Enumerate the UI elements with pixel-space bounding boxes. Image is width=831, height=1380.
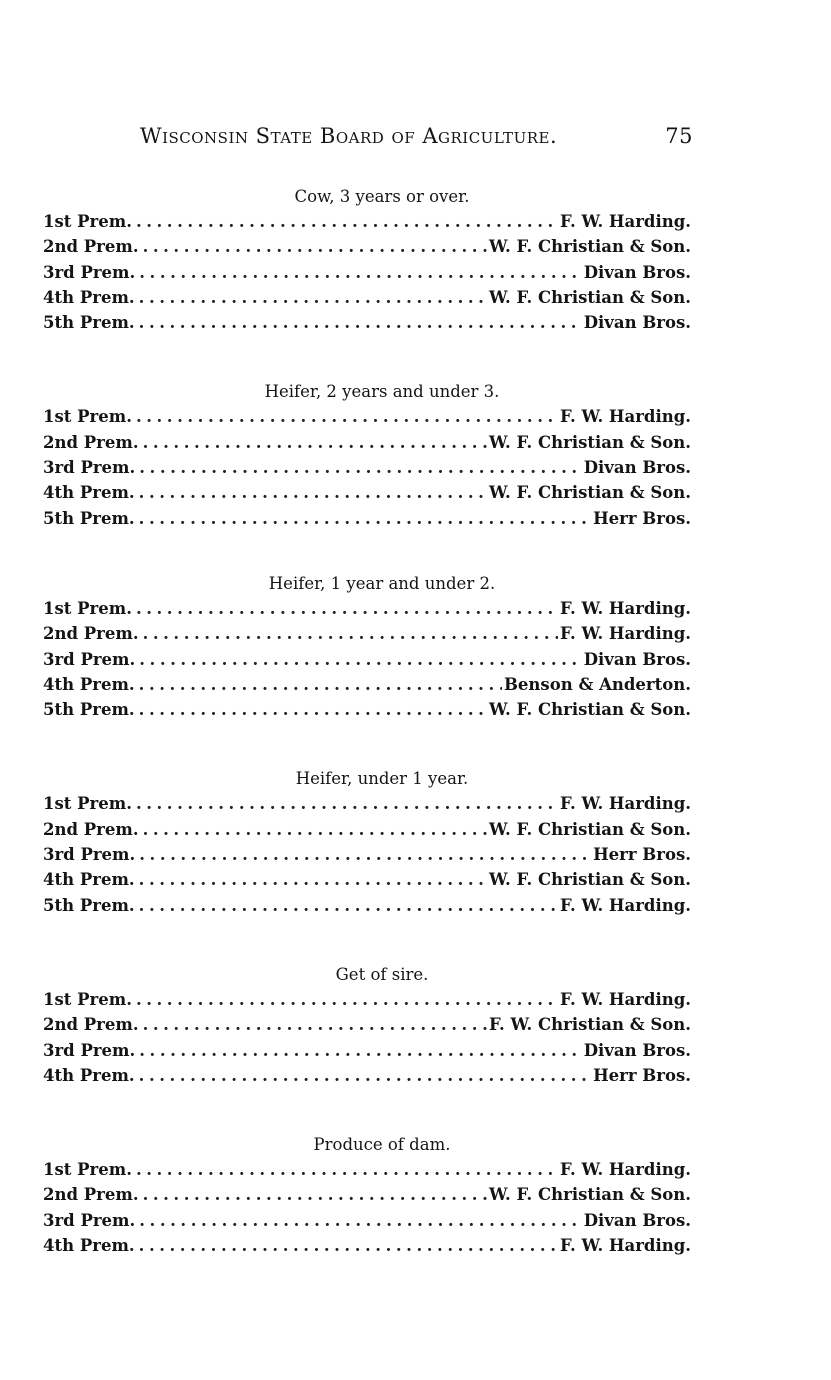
dot-leader <box>136 209 558 234</box>
premium-place: 4th Prem. <box>43 483 135 503</box>
premium-place: 5th Prem. <box>43 895 135 915</box>
award-row <box>43 1208 691 1233</box>
premium-list <box>43 184 691 1302</box>
premium-winner: Divan Bros. <box>583 262 691 282</box>
premium-winner: Divan Bros. <box>583 649 691 669</box>
dot-leader <box>139 697 487 722</box>
award-section <box>43 962 691 1088</box>
premium-place: 1st Prem. <box>43 1160 132 1180</box>
dot-leader <box>139 1063 591 1088</box>
premium-place: 4th Prem. <box>43 674 135 694</box>
award-row <box>43 1233 691 1258</box>
premium-winner: F. W. Harding. <box>559 212 691 231</box>
award-row <box>43 404 691 429</box>
award-section <box>43 184 691 335</box>
award-row <box>43 697 691 722</box>
award-row <box>43 310 691 335</box>
dot-leader <box>136 987 558 1012</box>
award-row <box>43 1157 691 1182</box>
premium-place: 1st Prem. <box>43 989 132 1009</box>
dot-leader <box>139 285 487 310</box>
premium-place: 2nd Prem. <box>43 237 139 257</box>
premium-place: 3rd Prem. <box>43 1040 136 1060</box>
premium-winner: Divan Bros. <box>583 458 691 478</box>
section-heading: Get of sire. <box>335 964 429 984</box>
dot-leader <box>143 430 487 455</box>
dot-leader <box>139 1038 581 1063</box>
running-head <box>140 124 693 148</box>
dot-leader <box>139 506 591 531</box>
premium-place: 1st Prem. <box>43 212 132 231</box>
premium-winner: Benson & Anderton. <box>503 674 691 694</box>
dot-leader <box>139 672 502 697</box>
dot-leader <box>139 480 487 505</box>
premium-winner: F. W. Harding. <box>559 1236 691 1256</box>
premium-winner: F. W. Harding. <box>559 1160 691 1180</box>
award-row <box>43 430 691 455</box>
premium-place: 1st Prem. <box>43 794 132 814</box>
premium-place: 4th Prem. <box>43 287 135 307</box>
award-row <box>43 480 691 505</box>
dot-leader <box>139 260 581 285</box>
premium-place: 5th Prem. <box>43 700 135 720</box>
premium-winner: W. F. Christian & Son. <box>489 819 691 839</box>
award-row <box>43 1012 691 1037</box>
premium-place: 5th Prem. <box>43 313 135 333</box>
section-heading: Cow, 3 years or over. <box>294 187 470 206</box>
award-section <box>43 571 691 722</box>
premium-winner: Herr Bros. <box>593 1065 691 1085</box>
section-heading: Heifer, 2 years and under 3. <box>264 382 500 402</box>
premium-place: 3rd Prem. <box>43 458 136 478</box>
award-row <box>43 506 691 531</box>
dot-leader <box>136 1157 558 1182</box>
premium-winner: W. F. Christian & Son. <box>489 287 691 307</box>
award-row <box>43 647 691 672</box>
page-number: 75 <box>665 124 693 148</box>
premium-winner: W. F. Christian & Son. <box>489 700 691 720</box>
premium-winner: F. W. Harding. <box>559 989 691 1009</box>
premium-winner: Herr Bros. <box>593 508 691 528</box>
dot-leader <box>139 455 581 480</box>
award-row <box>43 621 691 646</box>
premium-winner: W. F. Christian & Son. <box>489 483 691 503</box>
award-row <box>43 596 691 621</box>
award-section <box>43 1132 691 1258</box>
award-row <box>43 285 691 310</box>
dot-leader <box>139 1208 581 1233</box>
dot-leader <box>139 893 558 918</box>
premium-winner: Divan Bros. <box>583 1210 691 1230</box>
premium-place: 4th Prem. <box>43 870 135 890</box>
premium-place: 2nd Prem. <box>43 1015 139 1035</box>
dot-leader <box>136 404 558 429</box>
premium-place: 4th Prem. <box>43 1065 135 1085</box>
dot-leader <box>139 842 591 867</box>
premium-winner: W. F. Christian & Son. <box>489 1185 691 1205</box>
premium-winner: F. W. Harding. <box>559 598 691 618</box>
award-row <box>43 455 691 480</box>
award-row <box>43 260 691 285</box>
dot-leader <box>139 310 582 335</box>
premium-place: 1st Prem. <box>43 407 132 427</box>
premium-place: 2nd Prem. <box>43 819 139 839</box>
dot-leader <box>139 647 581 672</box>
premium-place: 3rd Prem. <box>43 1210 136 1230</box>
award-row <box>43 867 691 892</box>
premium-winner: W. F. Christian & Son. <box>489 237 691 257</box>
premium-place: 4th Prem. <box>43 1236 135 1256</box>
award-row <box>43 209 691 234</box>
award-row <box>43 893 691 918</box>
premium-winner: F. W. Harding. <box>559 624 691 644</box>
premium-winner: F. W. Harding. <box>559 407 691 427</box>
dot-leader <box>136 791 558 816</box>
section-heading: Produce of dam. <box>313 1135 451 1155</box>
premium-place: 2nd Prem. <box>43 1185 139 1205</box>
premium-place: 3rd Prem. <box>43 845 136 865</box>
premium-winner: W. F. Christian & Son. <box>489 432 691 452</box>
dot-leader <box>143 234 487 259</box>
award-row <box>43 672 691 697</box>
award-row <box>43 1063 691 1088</box>
premium-winner: F. W. Harding. <box>559 794 691 814</box>
section-heading: Heifer, under 1 year. <box>295 769 469 789</box>
premium-place: 2nd Prem. <box>43 432 139 452</box>
dot-leader <box>139 867 487 892</box>
dot-leader <box>143 817 487 842</box>
premium-place: 1st Prem. <box>43 598 132 618</box>
award-row <box>43 1182 691 1207</box>
dot-leader <box>143 1182 487 1207</box>
award-row <box>43 1038 691 1063</box>
premium-winner: Divan Bros. <box>583 313 691 333</box>
award-row <box>43 234 691 259</box>
premium-place: 2nd Prem. <box>43 624 139 644</box>
premium-place: 5th Prem. <box>43 508 135 528</box>
running-title: Wisconsin State Board of Agriculture. <box>140 124 558 148</box>
section-heading: Heifer, 1 year and under 2. <box>268 573 496 593</box>
premium-winner: F. W. Christian & Son. <box>489 1015 691 1035</box>
premium-winner: F. W. Harding. <box>559 895 691 915</box>
award-row <box>43 987 691 1012</box>
award-section <box>43 379 691 530</box>
award-section <box>43 766 691 917</box>
dot-leader <box>139 1233 558 1258</box>
premium-place: 3rd Prem. <box>43 262 136 282</box>
premium-winner: Divan Bros. <box>583 1040 691 1060</box>
premium-winner: Herr Bros. <box>593 845 691 865</box>
dot-leader <box>136 596 558 621</box>
award-row <box>43 791 691 816</box>
award-row <box>43 842 691 867</box>
premium-winner: W. F. Christian & Son. <box>489 870 691 890</box>
award-row <box>43 817 691 842</box>
dot-leader <box>143 621 558 646</box>
dot-leader <box>143 1012 487 1037</box>
premium-place: 3rd Prem. <box>43 649 136 669</box>
